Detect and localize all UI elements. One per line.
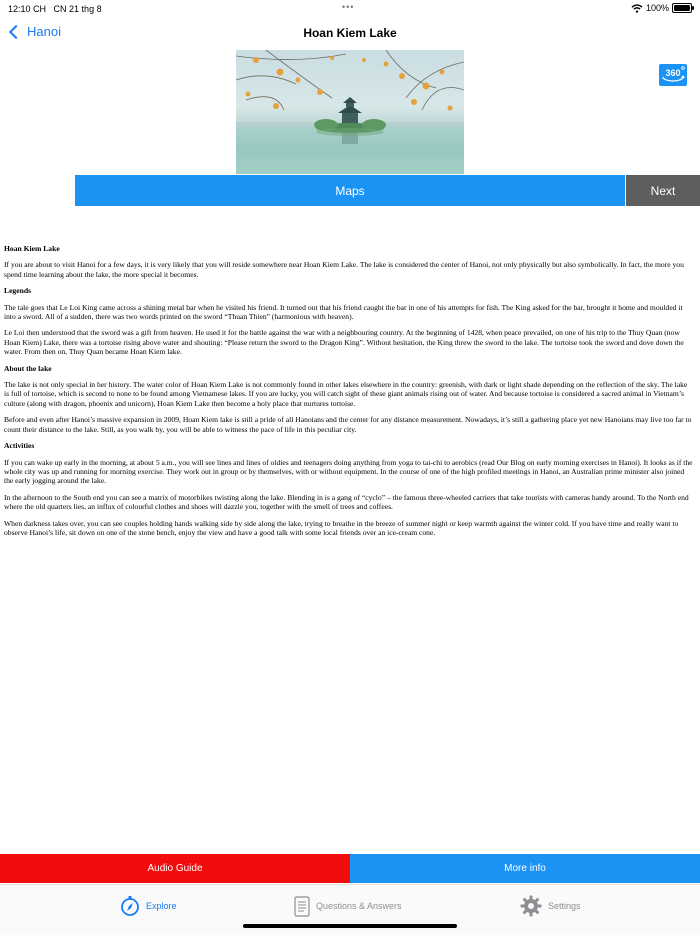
article-content	[4, 244, 694, 544]
legends-heading: Legends	[4, 286, 32, 296]
activities-paragraph: If you can wake up early in the morning, at about 5 a.m., you will see lines and lines of oldies and teenagers doing anything from yoga to tai-chi to aerobics (read Our Blog on early morning exercises in Hanoi). It looks as if the whole city was up and running for morning exercise. They work out in group or by themselves, with or without equipment. In the course of one of the high profiled meetings in Hanoi, an Australian prime minister also joined the early jogging around the lake.	[4, 457, 693, 486]
next-button[interactable]: Next	[626, 175, 700, 206]
navigation-bar	[0, 20, 700, 48]
article-intro: If you are about to visit Hanoi for a few days, it is very likely that you will reside somewhere near Hoan Kiem Lake. The lake is considered the center of Hanoi, not only physically but also symbolically. In fact, the more you spend time learning about the lake, the more special it becomes.	[4, 260, 684, 279]
tab-explore[interactable]	[120, 895, 177, 917]
more-info-button[interactable]: More info	[350, 854, 700, 883]
status-date: CN 21 thg 8	[53, 4, 102, 14]
tab-questions-answers[interactable]	[294, 895, 402, 917]
tab-questions-answers-label: Questions & Answers	[316, 901, 402, 911]
wifi-icon	[631, 4, 643, 13]
status-bar	[0, 0, 700, 18]
tab-settings-label: Settings	[548, 901, 581, 911]
about-paragraph: Before and even after Hanoi’s massive expansion in 2009, Hoan Kiem lake is still a pride of all Hanoians and the center for any distance measurement. Nowadays, it’s still a gathering place yet new Hanoians may live too far to count their distance to the lake. Still, as you walk by, you will be able to witness the pace of life in this peculiar city.	[4, 415, 692, 434]
lake-photo	[236, 50, 464, 174]
home-indicator[interactable]	[243, 924, 457, 928]
activities-paragraph: In the afternoon to the South end you can see a matrix of motorbikes twisting along the lake. Blending in is a gang of “cyclo” – the famous three-wheeled carriers that take tourists with cameras handy around. To the North end where the old quarters lies, an influx of colourful clothes and shoes will dazzle you, together with the smell of trees and coffees.	[4, 492, 689, 512]
battery-level	[674, 5, 690, 11]
legends-paragraph: The tale goes that Le Loi King came across a shining metal bar when he visited his friend. It turned out that his friend caught the bar in one of his attempts for fish. The King asked for the bar, brought it home and moulded it into a sword. All of a sudden, there was two words printed on the sword “Thuan Thien” (harmonious with heaven).	[4, 302, 683, 322]
tab-explore-label: Explore	[146, 901, 177, 911]
about-heading: About the lake	[4, 363, 52, 373]
status-time: 12:10 CH	[8, 4, 47, 14]
back-label: Hanoi	[27, 24, 61, 39]
gear-icon	[520, 895, 542, 917]
legends-paragraph: Le Loi then understood that the sword was a gift from heaven. He used it for the battle against the war with a neighbouring country. At the beginning of 1428, when peace prevailed, on one of his trip to the Thuy Quan (now Hoan Kiem) Lake, there was a tortoise rising above water and shouting: “Please return the sword to the Dragon King”. Without hesitation, the King threw the sword to the lake. The tortoise took the sword and dove down the water. From then on, Thuy Quan became Hoan Kiem lake.	[4, 328, 684, 357]
compass-icon	[120, 895, 140, 917]
article-title: Hoan Kiem Lake	[4, 244, 60, 253]
multitasking-dots-icon[interactable]: •••	[342, 2, 355, 12]
battery-icon	[672, 3, 692, 13]
activities-heading: Activities	[4, 441, 35, 451]
activities-paragraph: When darkness takes over, you can see couples holding hands walking side by side along the lake, trying to breathe in the breeze of summer night or keep warmth against the winter cold. If you have time and really want to observe Hanoi’s life, sit down on one of the stone bench, enjoy the view and have a good talk with some local friends over an ice-cream cone.	[4, 518, 679, 537]
svg-text:360: 360	[665, 68, 681, 78]
document-icon	[294, 895, 310, 917]
page-title: Hoan Kiem Lake	[303, 26, 397, 40]
panorama-360-icon[interactable]	[658, 63, 688, 87]
audio-guide-button[interactable]: Audio Guide	[0, 854, 350, 883]
maps-button[interactable]: Maps	[75, 175, 625, 206]
battery-percent: 100%	[645, 3, 669, 13]
tab-settings[interactable]	[520, 895, 581, 917]
about-paragraph: The lake is not only special in her history. The water color of Hoan Kiem Lake is not commonly found in other lakes elsewhere in the country: greenish, with dark or light shade depending on the reflection of the sky. The lake is full of tortoise, which is second to none to be found among Vietnamese lakes. If you are lucky, you will catch sight of these giant animals rising out of water. And because tortoise is considered a sacred animal in Vietnam’s culture (along with dragon, phoenix and unicorn), Hoan Kiem Lake then become a holy place that nurtures tortoise.	[4, 380, 688, 408]
